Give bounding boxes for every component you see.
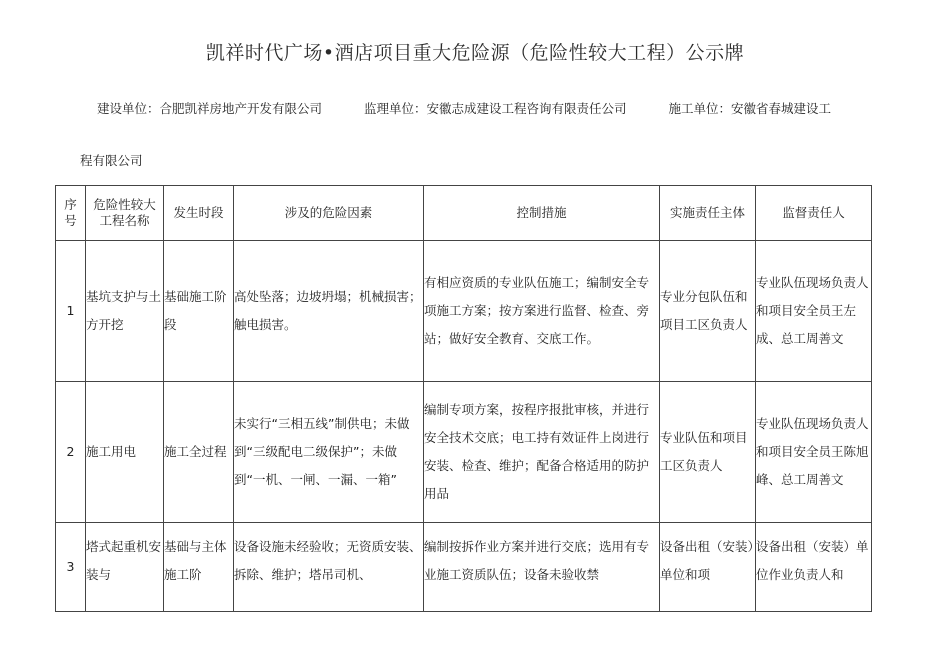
table-row xyxy=(56,241,872,382)
row-factors: 设备设施未经验收；无资质安装、拆除、维护；塔吊司机、 xyxy=(234,523,424,612)
row-name: 施工用电 xyxy=(86,382,164,523)
header-factors: 涉及的危险因素 xyxy=(234,186,424,241)
header-name: 危险性较大工程名称 xyxy=(86,186,164,241)
row-resp: 设备出租（安装）单位和项 xyxy=(660,523,756,612)
table-header-row xyxy=(56,186,872,241)
header-resp: 实施责任主体 xyxy=(660,186,756,241)
table-row xyxy=(56,523,872,612)
header-measures: 控制措施 xyxy=(424,186,660,241)
row-name: 塔式起重机安装与 xyxy=(86,523,164,612)
row-phase: 基础与主体施工阶 xyxy=(164,523,234,612)
hazard-table xyxy=(55,185,872,612)
supervise-unit: 监理单位：安徽志成建设工程咨询有限责任公司 xyxy=(364,101,627,116)
row-measures: 编制按拆作业方案并进行交底；选用有专业施工资质队伍；设备未验收禁 xyxy=(424,523,660,612)
row-no: 1 xyxy=(56,241,86,382)
row-super: 专业队伍现场负责人和项目安全员王左成、总工周善文 xyxy=(756,241,872,382)
row-resp: 专业分包队伍和项目工区负责人 xyxy=(660,241,756,382)
row-super: 专业队伍现场负责人和项目安全员王陈旭峰、总工周善文 xyxy=(756,382,872,523)
row-factors: 未实行“三相五线”制供电；未做到“三级配电二级保护”；未做到“一机、一闸、一漏、一箱” xyxy=(234,382,424,523)
row-no: 3 xyxy=(56,523,86,612)
row-factors: 高处坠落；边坡坍塌；机械损害；触电损害。 xyxy=(234,241,424,382)
row-phase: 施工全过程 xyxy=(164,382,234,523)
construct-unit: 施工单位：安徽省春城建设工 xyxy=(668,101,832,116)
page-title: 凯祥时代广场•酒店项目重大危险源（危险性较大工程）公示牌 xyxy=(205,42,745,64)
header-super: 监督责任人 xyxy=(756,186,872,241)
header-phase: 发生时段 xyxy=(164,186,234,241)
row-measures: 编制专项方案，按程序报批审核，并进行安全技术交底；电工持有效证件上岗进行安装、检查、维护；配备合格适用的防护用品 xyxy=(424,382,660,523)
row-super: 设备出租（安装）单位作业负责人和 xyxy=(756,523,872,612)
row-name: 基坑支护与土方开挖 xyxy=(86,241,164,382)
row-no: 2 xyxy=(56,382,86,523)
construct-unit-continued: 程有限公司 xyxy=(80,153,143,168)
build-unit: 建设单位：合肥凯祥房地产开发有限公司 xyxy=(97,101,323,116)
row-resp: 专业队伍和项目工区负责人 xyxy=(660,382,756,523)
header-no: 序号 xyxy=(56,186,86,241)
units-line xyxy=(97,99,831,117)
row-phase: 基础施工阶段 xyxy=(164,241,234,382)
row-measures: 有相应资质的专业队伍施工；编制安全专项施工方案；按方案进行监督、检查、旁站；做好安全教育、交底工作。 xyxy=(424,241,660,382)
table-row xyxy=(56,382,872,523)
